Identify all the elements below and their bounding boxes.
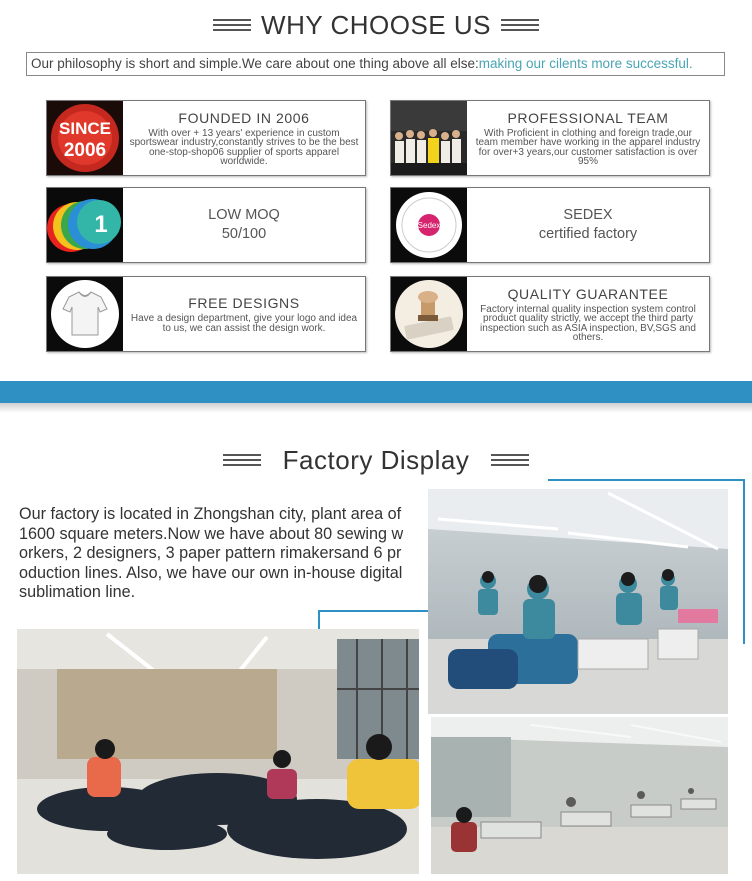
sedex-mark-text: Sedex [417, 221, 441, 230]
why-choose-us-heading [0, 8, 752, 42]
card-title: FREE DESIGNS [188, 295, 300, 311]
card-text: With over + 13 years' experience in custom sportswear industry,constantly strives to be the best one-stop-shop06 supplier of sports apparel worldwide. [129, 127, 359, 167]
decorative-bars-left [223, 454, 261, 466]
divider-shadow [0, 403, 752, 413]
card-text: Factory internal quality inspection system control product quality strictly, we accept the third party inspection such as ASIA inspection, BV,SGS and others. [480, 303, 696, 343]
philosophy-box [26, 52, 725, 76]
decorative-bars-left [213, 19, 251, 31]
card-low-moq [46, 187, 366, 263]
stamp-icon [391, 277, 467, 351]
number-one-text: 1 [94, 211, 108, 238]
card-title: PROFESSIONAL TEAM [507, 109, 669, 126]
card-professional-team [390, 100, 710, 176]
philosophy-highlight: making our cilents more successful. [478, 56, 693, 71]
decorative-bars-right [491, 454, 529, 466]
philosophy-text: Our philosophy is short and simple.We care about one thing above all else: [31, 56, 479, 71]
card-subtitle: certified factory [538, 226, 638, 242]
section-divider-band [0, 381, 752, 403]
card-title: SEDEX [563, 207, 613, 223]
colored-discs-icon [47, 188, 123, 262]
factory-display-title: Factory Display [282, 444, 470, 475]
card-quality-guarantee [390, 276, 710, 352]
card-text: Have a design department, give your logo and idea to us, we can assist the design work. [130, 313, 358, 334]
card-sedex [390, 187, 710, 263]
factory-display-heading [0, 442, 752, 478]
accent-frame-line [318, 610, 428, 630]
card-title: LOW MOQ [208, 207, 280, 223]
sedex-logo-icon [391, 188, 467, 262]
why-choose-us-title: WHY CHOOSE US [261, 9, 491, 40]
card-founded [46, 100, 366, 176]
since-2006-icon [47, 101, 123, 175]
team-photo-icon [391, 101, 467, 175]
decorative-bars-right [501, 19, 539, 31]
tshirt-icon [47, 277, 123, 351]
card-free-designs [46, 276, 366, 352]
year-text: 2006 [63, 140, 107, 161]
factory-photo-sewing-machines [431, 717, 728, 874]
card-title: FOUNDED IN 2006 [178, 109, 310, 126]
factory-description: Our factory is located in Zhongshan city, plant area of 1600 square meters.Now we have about 80 sewing w orkers, 2 designers, 3 paper pattern rimakersand 6 pr oduction lines. Also, we have our own in-house digital sublimation line. [19, 505, 404, 601]
since-text: SINCE [59, 119, 111, 138]
card-subtitle: 50/100 [221, 226, 267, 242]
card-text: With Proficient in clothing and foreign trade,our team member have working in the apparel industry for over+3 years,our customer satisfaction is over 95% [475, 127, 701, 167]
factory-photo-sewing-floor [428, 489, 728, 714]
factory-photo-cutting-table [17, 629, 419, 874]
card-title: QUALITY GUARANTEE [507, 285, 669, 302]
